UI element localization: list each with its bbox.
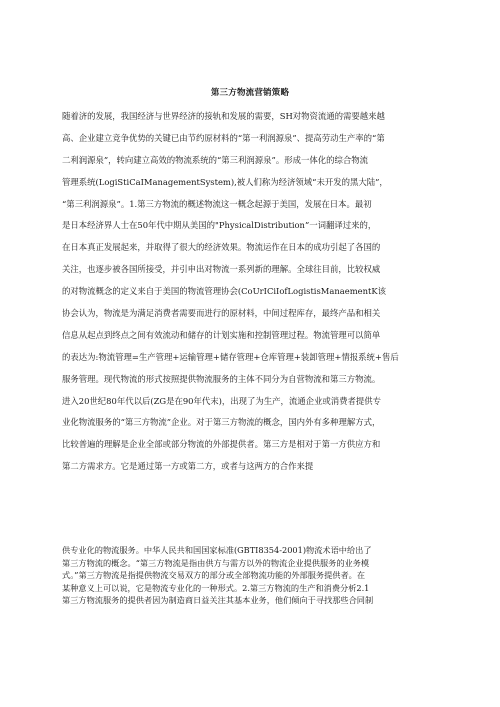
paragraph-line: 高、企业建立竞争优势的关键已由节约原材料的“第一利润源泉”、提高劳动生产率的“第 [62,132,385,143]
continuation-line: 式。”第三方物流是指提供物流交易双方的部分或全部物流功能的外部服务提供者。在 [62,570,366,581]
paragraph-line: 服务管理。现代物流的形式按照提供物流服务的主体不同分为自营物流和第三方物流。 [62,373,381,384]
continuation-line: 某种意义上可以说，它是物流专业化的一种形式。2.第三方物流的生产和消费分析2.1 [62,582,370,593]
paragraph-line: 关注，也逐步被各国所接受，并引申出对物流一系列新的理解。全球往目前，比较权威 [62,264,381,275]
paragraph-line: 信息从起点到终点之间有效流动和储存的计划实施和控制管理过程。物流管理可以简单 [62,329,381,340]
paragraph-line: 二利润源泉”，转向建立高效的物流系统的“第三利润源泉”。形成一体化的综合物流 [62,154,368,165]
paragraph-line: 随着济的发展，我国经济与世界经济的接轨和发展的需要，SH对物资流通的需要越来越 [62,111,385,121]
paragraph-line: 协会认为，物流是为满足消费者需要而进行的原材料，中间过程库存，最终产品和相关 [62,308,381,319]
paragraph-line: 比较普遍的理解是企业全部或部分物流的外部提供者。第三方是相对于第一方供应方和 [62,439,381,450]
document-title: 第三方物流营销策略 [210,88,290,98]
paragraph-line: 进入20世纪80年代以后(ZG是在90年代末)，出现了为生产，流通企业或消费者提供专 [62,395,382,406]
continuation-paragraph [62,544,442,607]
paragraph-line: 的对物流概念的定义来自于美国的物流管理协会(CoUrICiIofLogistisManaementK该 [62,286,386,297]
paragraph-line: “第三利润源泉”。1.第三方物流的概述物流这一概念起源于美国，发展在日本。最初 [62,198,372,209]
continuation-line: 第三方物流服务的提供者因为制造商日益关注其基本业务，他们倾向于寻找那些合同制 [62,595,374,606]
continuation-line: 第三方物流的概念。“第三方物流是指由供方与需方以外的物流企业提供服务的业务模 [62,557,370,568]
paragraph-line: 是日本经济界人士在50年代中期从美国的"PhysicalDistribution”一词翻译过来的， [62,220,377,231]
paragraph-line: 的表达为:物流管理=生产管理+运输管理+储存管理+仓库管理+装卸管理+情报系统+售后 [62,351,399,362]
continuation-line: 供专业化的物流服务。中华人民共和国国家标准(GBTI8354-2001)物流术语中给出了 [62,545,372,555]
paragraph-line: 管理系统(LogiStiCaIManagementSystem),被人们称为经济领域“未开发的黑大陆”， [62,176,388,187]
paragraph-line: 第二方需求方。它是通过第一方或第二方，或者与这两方的合作来提 [62,461,314,472]
paragraph-line: 在日本真正发展起来，并取得了很大的经济效果。物流运作在日本的成功引起了各国的 [62,242,381,253]
paragraph-line: 业化物流服务的“第三方物流”企业。对于第三方物流的概念，国内外有多种理解方式， [62,417,381,428]
main-paragraph [62,106,442,478]
